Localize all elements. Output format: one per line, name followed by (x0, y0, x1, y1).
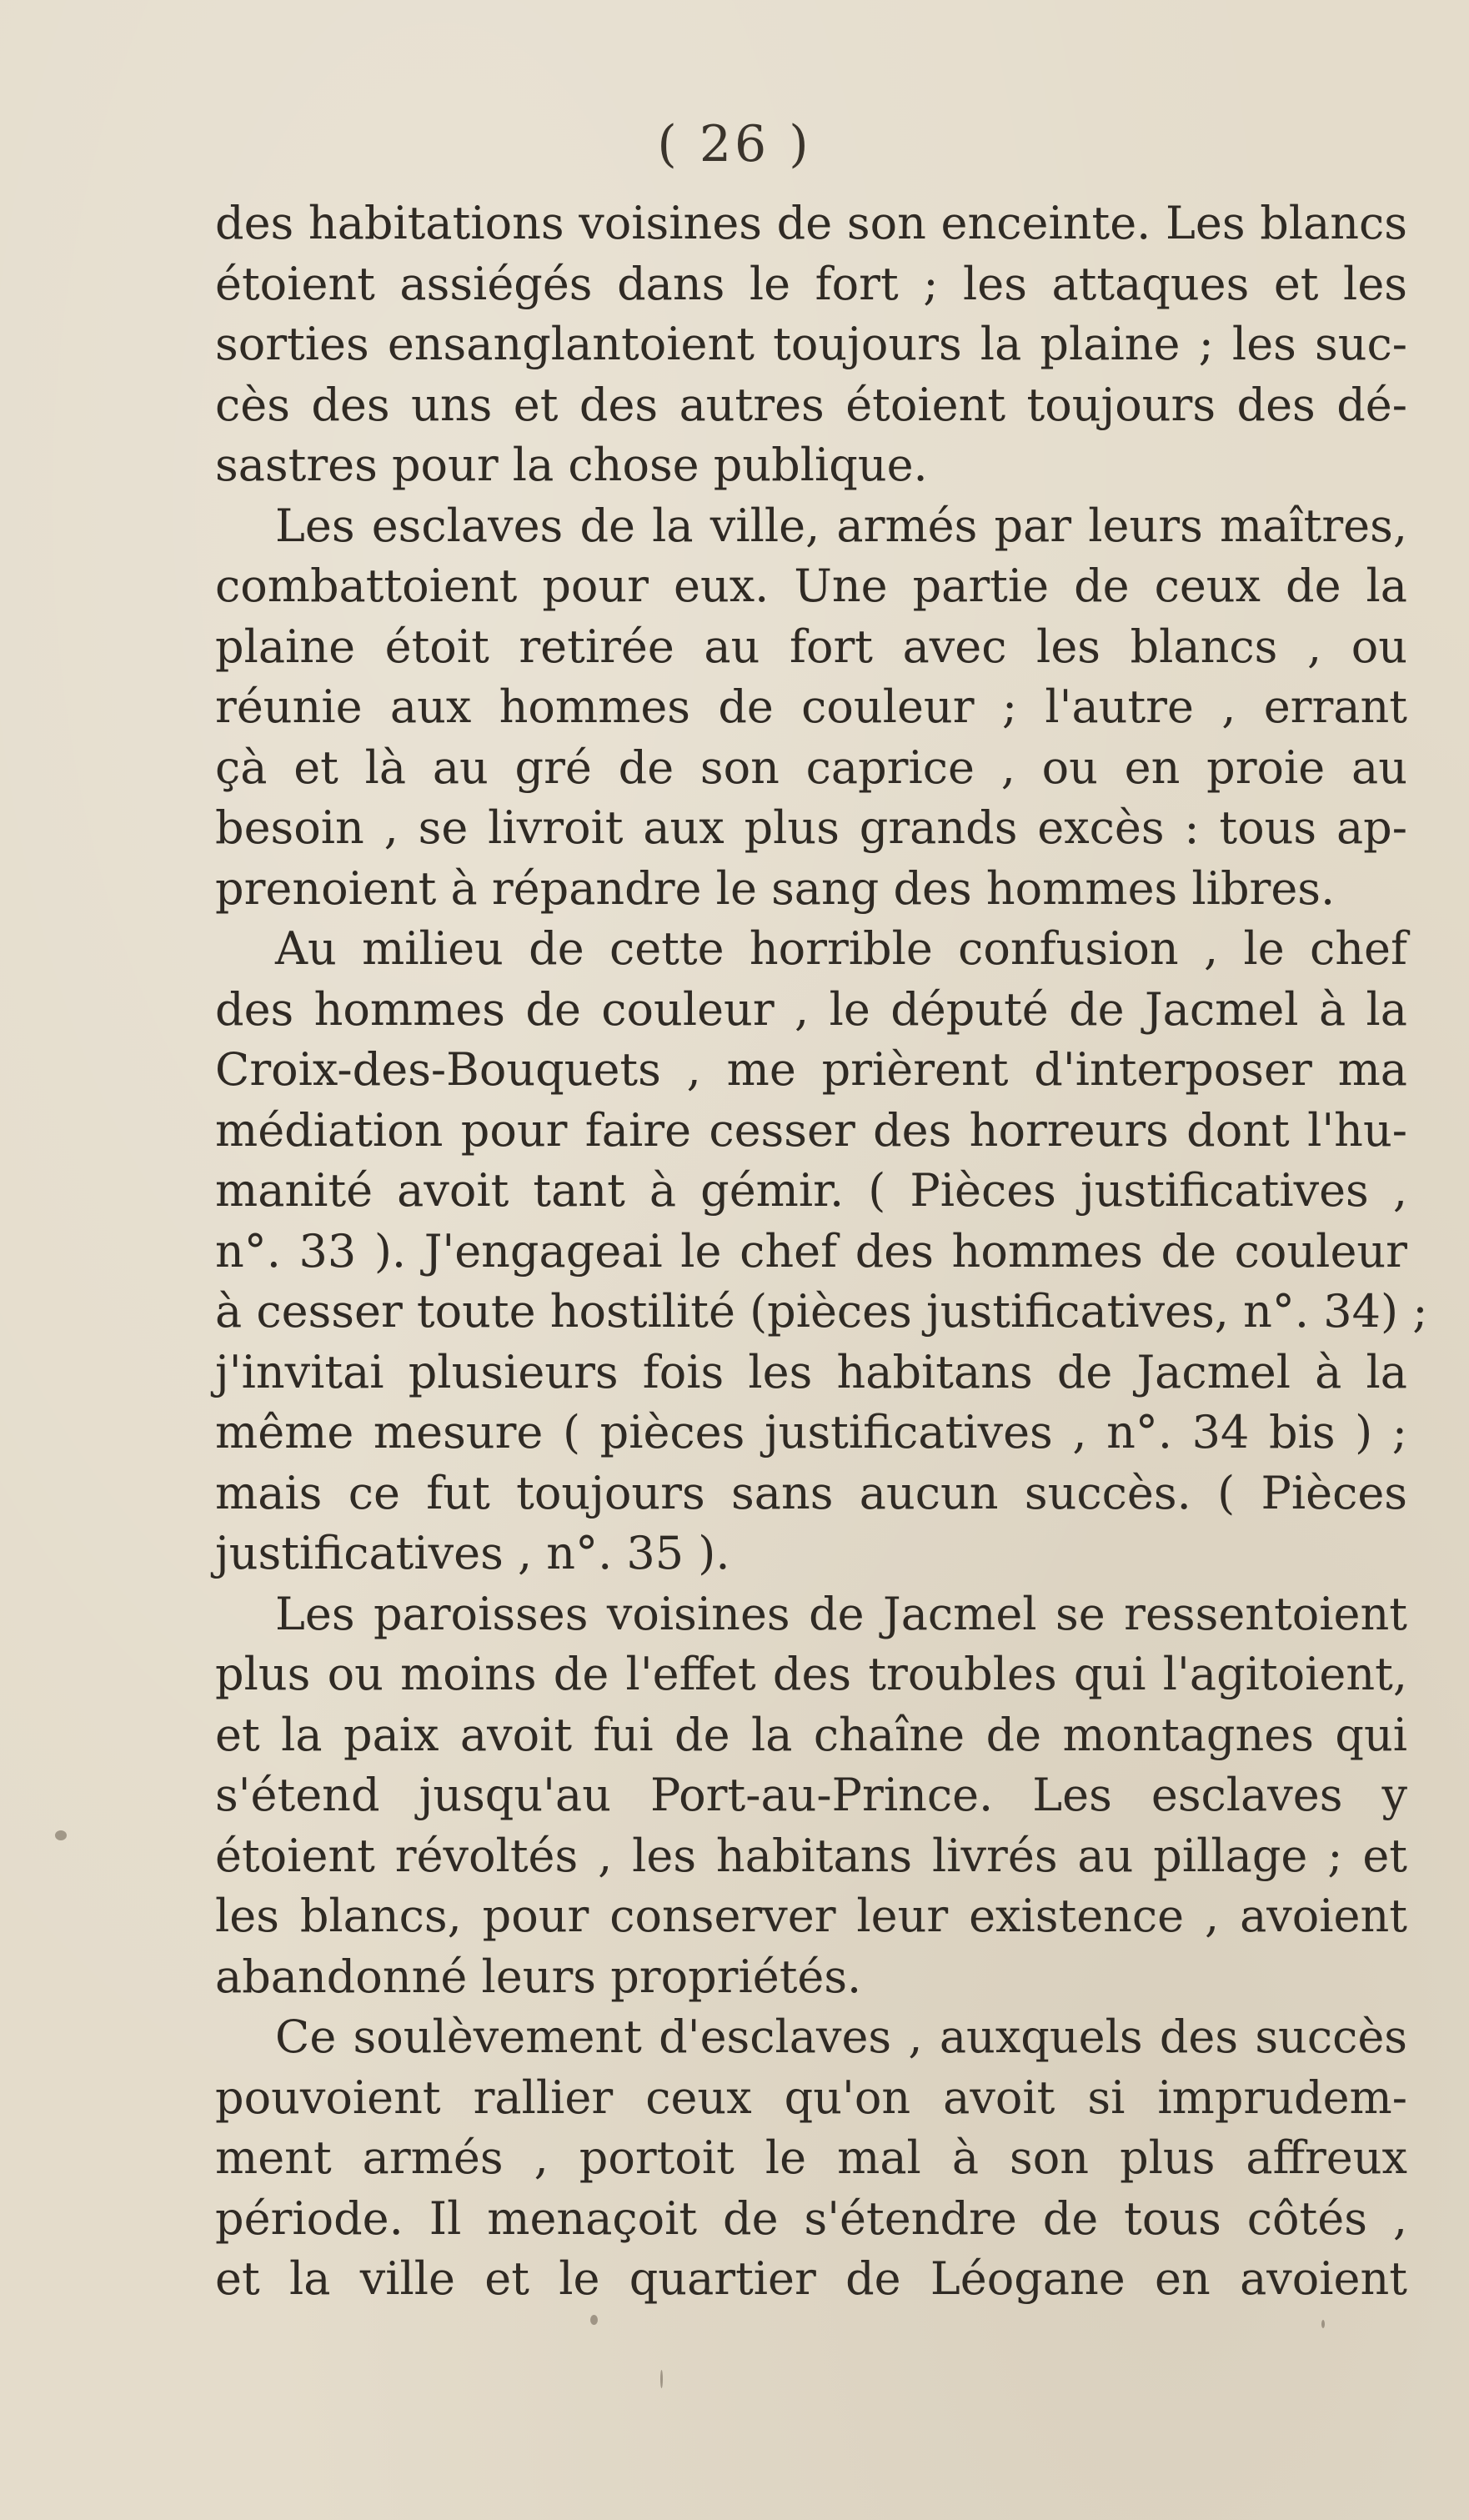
text-line: besoin , se livroit aux plus grands excès : tous ap- (215, 801, 1407, 854)
text-line: çà et là au gré de son caprice , ou en proie au (215, 740, 1407, 794)
text-line: mais ce fut toujours sans aucun succès. ( Pièces (215, 1466, 1407, 1519)
paper-speck (660, 2370, 663, 2388)
paper-speck (590, 2315, 598, 2325)
text-line: Croix-des-Bouquets , me prièrent d'interposer ma (215, 1043, 1407, 1096)
text-line: des hommes de couleur , le député de Jacmel à la (215, 982, 1407, 1036)
text-line: cès des uns et des autres étoient toujours des dé- (215, 378, 1407, 431)
text-line: médiation pour faire cesser des horreurs dont l'hu- (215, 1103, 1407, 1157)
text-line: ment armés , portoit le mal à son plus affreux (215, 2131, 1407, 2184)
paragraph-start-line: Les esclaves de la ville, armés par leurs maîtres, (275, 499, 1407, 552)
text-line: et la paix avoit fui de la chaîne de montagnes qui (215, 1708, 1407, 1761)
paragraph-end-line: prenoient à répandre le sang des hommes libres. (215, 861, 1336, 915)
text-line: à cesser toute hostilité (pièces justificatives, n°. 34) ; (215, 1285, 1428, 1338)
text-line: sorties ensanglantoient toujours la plaine ; les suc- (215, 318, 1407, 370)
text-line: des habitations voisines de son enceinte. Les blancs (215, 197, 1407, 249)
paragraph-end-line: justificatives , n°. 35 ). (215, 1527, 730, 1579)
paper-speck (55, 1830, 67, 1840)
body-text (215, 193, 1428, 2310)
text-line: combattoient pour eux. Une partie de ceux de la (215, 560, 1407, 612)
paragraph-start-line: Les paroisses voisines de Jacmel se ressentoient (275, 1587, 1407, 1640)
text-line: plus ou moins de l'effet des troubles qui l'agitoient, (215, 1648, 1407, 1700)
paragraph-end-line: sastres pour la chose publique. (215, 439, 928, 491)
text-line: j'invitai plusieurs fois les habitans de Jacmel à la (215, 1345, 1407, 1398)
text-line: pouvoient rallier ceux qu'on avoit si imprudem- (215, 2071, 1407, 2124)
page-number: ( 26 ) (657, 115, 812, 173)
text-line: étoient révoltés , les habitans livrés au pillage ; et (215, 1829, 1407, 1882)
text-line: manité avoit tant à gémir. ( Pièces justificatives , (215, 1164, 1407, 1217)
paper-speck (1321, 2320, 1325, 2328)
paragraph-start-line: Au milieu de cette horrible confusion , le chef (275, 922, 1407, 975)
text-line: réunie aux hommes de couleur ; l'autre , errant (215, 680, 1407, 733)
text-line: période. Il menaçoit de s'étendre de tous côtés , (215, 2191, 1407, 2245)
paragraph-start-line: Ce soulèvement d'esclaves , auxquels des succès (275, 2010, 1407, 2063)
paragraph-end-line: abandonné leurs propriétés. (215, 1950, 862, 2003)
text-line: étoient assiégés dans le fort ; les attaques et les (215, 257, 1407, 310)
text-line: s'étend jusqu'au Port-au-Prince. Les esclaves y (215, 1769, 1407, 1821)
text-line: et la ville et le quartier de Léogane en avoient (215, 2252, 1407, 2305)
text-line: n°. 33 ). J'engageai le chef des hommes de couleur (215, 1224, 1407, 1278)
text-line: plaine étoit retirée au fort avec les blancs , ou (215, 620, 1407, 673)
text-line: les blancs, pour conserver leur existence , avoient (215, 1890, 1407, 1942)
text-line: même mesure ( pièces justificatives , n°. 34 bis ) ; (215, 1406, 1407, 1458)
